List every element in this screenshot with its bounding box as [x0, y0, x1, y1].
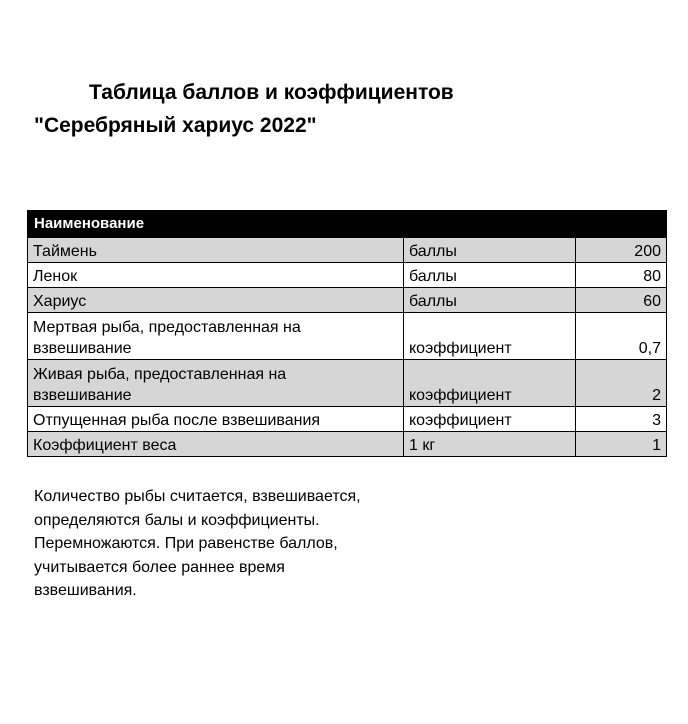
page-title: Таблица баллов и коэффициентов — [89, 81, 454, 104]
scores-table — [27, 210, 667, 457]
rules-note — [34, 485, 394, 603]
row-name: Ленок — [28, 263, 404, 288]
row-unit: баллы — [404, 288, 576, 313]
row-name-line: Живая рыба, предоставленная на — [33, 366, 287, 383]
row-value: 60 — [576, 288, 667, 313]
row-unit: коэффициент — [404, 360, 576, 407]
row-name: Таймень — [28, 238, 404, 263]
row-value: 2 — [576, 360, 667, 407]
table-row — [28, 432, 667, 457]
page-subtitle: "Серебряный хариус 2022" — [34, 114, 317, 137]
table-header-row — [28, 211, 667, 238]
table-row — [28, 407, 667, 432]
row-name-line: взвешивание — [33, 387, 132, 404]
note-line: Перемножаются. При равенстве баллов, — [34, 535, 338, 552]
row-unit: коэффициент — [404, 313, 576, 360]
table-row — [28, 263, 667, 288]
row-value: 1 — [576, 432, 667, 457]
row-unit: 1 кг — [404, 432, 576, 457]
note-line: Количество рыбы считается, взвешивается, — [34, 488, 361, 505]
row-name — [28, 313, 404, 360]
row-name: Отпущенная рыба после взвешивания — [28, 407, 404, 432]
row-name: Коэффициент веса — [28, 432, 404, 457]
note-line: определяются балы и коэффициенты. — [34, 511, 320, 529]
row-value: 3 — [576, 407, 667, 432]
note-line: учитывается более раннее время — [34, 558, 285, 576]
row-value: 200 — [576, 238, 667, 263]
table-row — [28, 313, 667, 360]
table-row — [28, 288, 667, 313]
row-value: 80 — [576, 263, 667, 288]
table-row — [28, 238, 667, 263]
row-value: 0,7 — [576, 313, 667, 360]
row-unit: баллы — [404, 238, 576, 263]
table-header: Наименование — [28, 211, 667, 238]
row-name-line: Мертвая рыба, предоставленная на — [33, 319, 301, 336]
note-line: взвешивания. — [34, 582, 137, 599]
row-name-line: взвешивание — [33, 340, 132, 357]
table-row — [28, 360, 667, 407]
row-name: Хариус — [28, 288, 404, 313]
row-name — [28, 360, 404, 407]
row-unit: баллы — [404, 263, 576, 288]
row-unit: коэффициент — [404, 407, 576, 432]
